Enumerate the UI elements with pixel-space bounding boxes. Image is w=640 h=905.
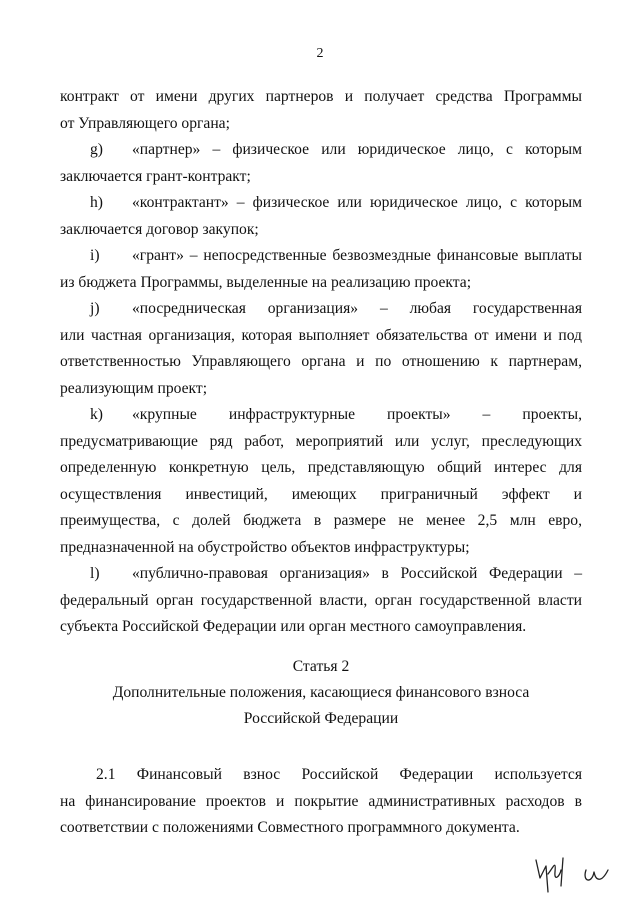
definition-item-i: [60, 243, 582, 296]
item-label: i): [90, 247, 100, 264]
item-lead: «посредническая организация» – любая государственная: [132, 300, 582, 317]
item-lead: «публично-правовая организация» в Российской Федерации –: [132, 565, 582, 582]
definition-item-g: [60, 137, 582, 190]
definition-item-j: [60, 296, 582, 402]
item-rest: предусматривающие ряд работ, мероприятий или услуг, преследующих определенную конкретную цель, представляющую общий интерес для осуществления инвестиций, имеющих приграничный эффект и преимущества, с долей бюджета в размере не менее 2,5 млн евро, предназначенной на обустройство объектов инфраструктуры;: [60, 432, 582, 556]
intro-paragraph: [60, 84, 582, 137]
item-lead: «партнер» – физическое или юридическое лицо, с которым: [132, 141, 582, 158]
article-title: Статья 2: [292, 658, 350, 675]
item-rest: заключается договор закупок;: [60, 220, 259, 238]
intro-line-2: от Управляющего органа;: [60, 114, 230, 132]
item-lead: «грант» – непосредственные безвозмездные финансовые выплаты: [132, 247, 582, 264]
item-rest: или частная организация, которая выполняет обязательства от имени и под ответственностью Управляющего органа и по отношению к партнерам, реализующим проект;: [60, 326, 582, 397]
handwritten-initials-icon: [530, 852, 620, 897]
item-rest: заключается грант-контракт;: [60, 167, 251, 185]
item-label: l): [90, 565, 100, 582]
clause-2-1: [60, 762, 582, 842]
definitions-list: [60, 84, 582, 641]
article-subtitle-line-2: Российской Федерации: [243, 710, 399, 727]
definition-item-l: [60, 561, 582, 641]
article-subtitle: [60, 680, 582, 732]
definition-item-h: [60, 190, 582, 243]
item-rest: из бюджета Программы, выделенные на реализацию проекта;: [60, 273, 472, 291]
item-lead: «крупные инфраструктурные проекты» – проекты,: [132, 406, 582, 423]
item-label: h): [90, 194, 103, 211]
item-rest: федеральный орган государственной власти, орган государственной власти субъекта Российской Федерации или орган местного самоуправления.: [60, 591, 582, 635]
item-lead: «контрактант» – физическое или юридическое лицо, с которым: [132, 194, 582, 211]
intro-line-1: контракт от имени других партнеров и получает средства Программы: [60, 88, 582, 105]
clause-lead: 2.1 Финансовый взнос Российской Федерации используется: [96, 766, 582, 783]
page-number: 2: [316, 46, 324, 61]
clause-rest: на финансирование проектов и покрытие административных расходов в соответствии с положениями Совместного программного документа.: [60, 792, 582, 836]
item-label: g): [90, 141, 103, 158]
definition-item-k: [60, 402, 582, 561]
item-label: j): [90, 300, 100, 317]
article-subtitle-line-1: Дополнительные положения, касающиеся финансового взноса: [112, 684, 530, 701]
item-label: k): [90, 406, 103, 423]
